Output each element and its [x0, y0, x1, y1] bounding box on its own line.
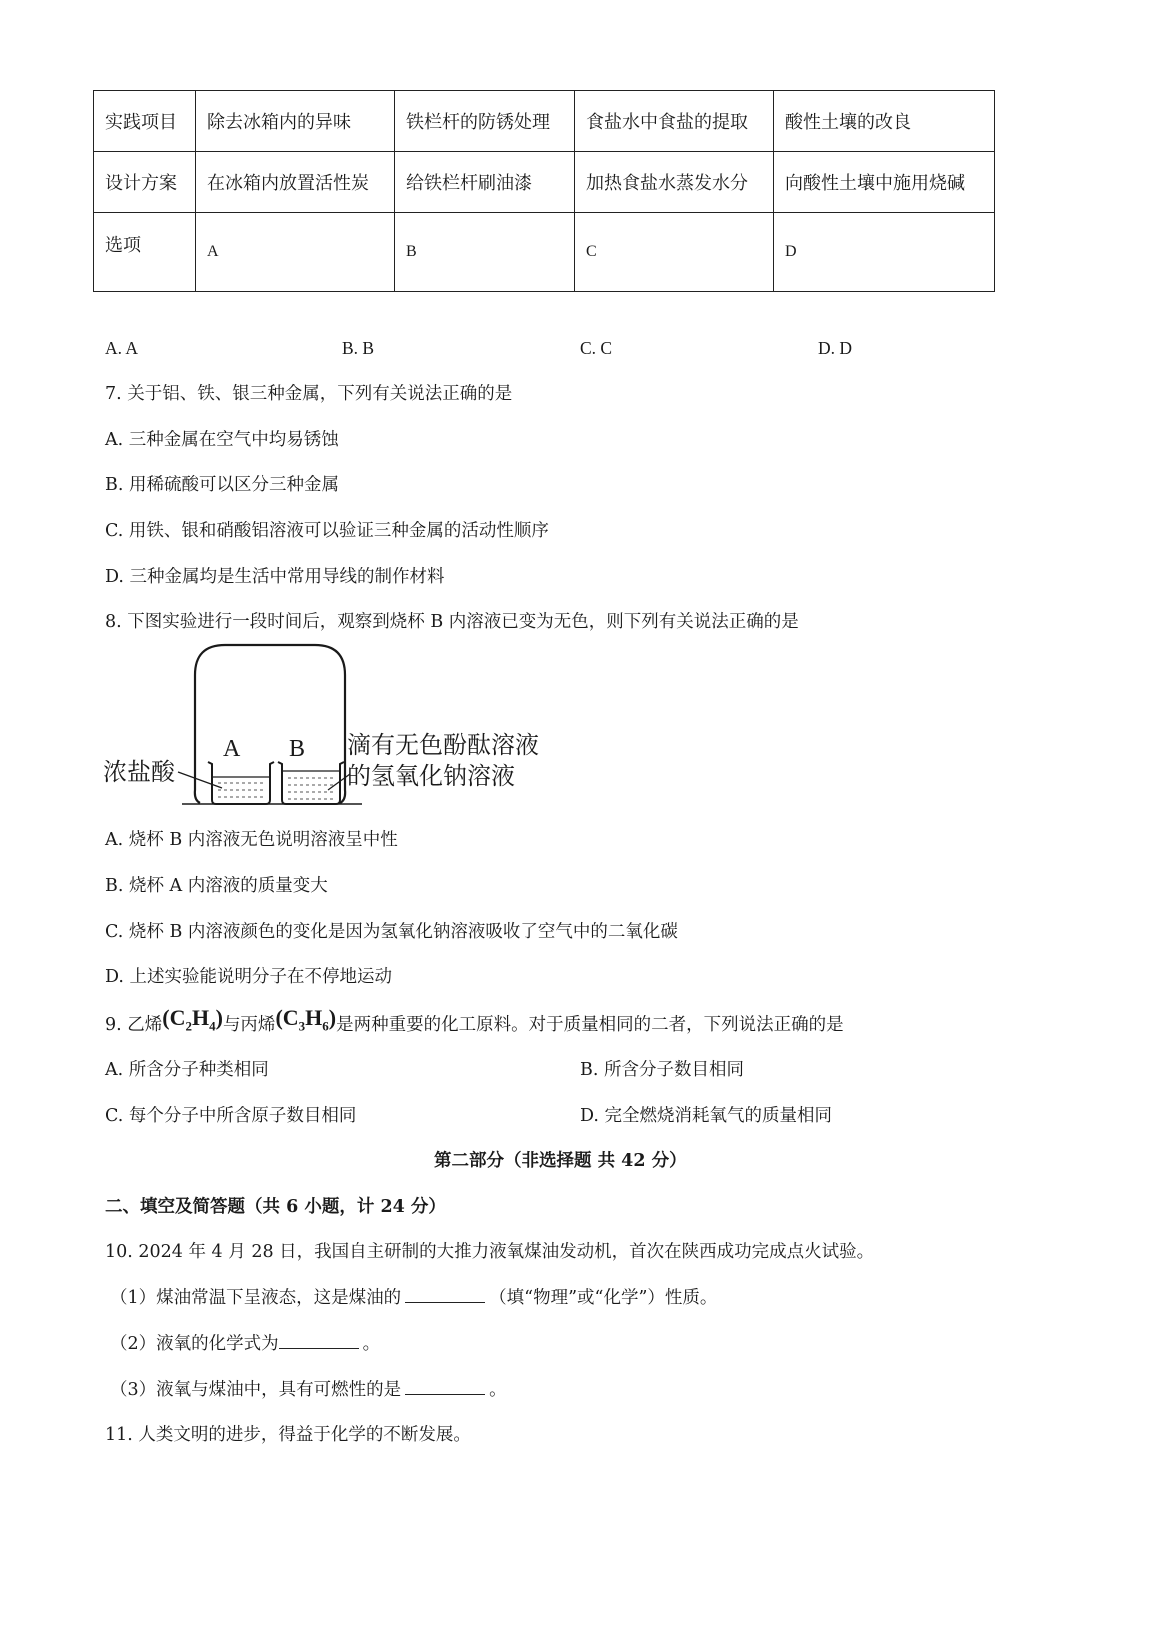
table-row [94, 91, 995, 152]
q11-stem: 11. 人类文明的进步，得益于化学的不断发展。 [105, 1425, 471, 1445]
table-cell: A [196, 213, 395, 292]
q7-option-c: C. 用铁、银和硝酸铝溶液可以验证三种金属的活动性顺序 [105, 521, 549, 541]
q10-sub3: （3）液氧与煤油中，具有可燃性的是 。 [110, 1376, 507, 1401]
q7-option-b: B. 用稀硫酸可以区分三种金属 [105, 475, 339, 495]
section2-title: 二、填空及简答题（共 6 小题，计 24 分） [105, 1197, 446, 1217]
table-cell: 向酸性土壤中施用烧碱 [774, 152, 995, 213]
q7-stem: 7. 关于铝、铁、银三种金属，下列有关说法正确的是 [105, 384, 513, 404]
q9-option-c: C. 每个分子中所含原子数目相同 [105, 1106, 357, 1126]
naoh-label-line2: 的氢氧化钠溶液 [347, 762, 515, 790]
table-cell: 酸性土壤的改良 [774, 91, 995, 152]
q8-option-b: B. 烧杯 A 内溶液的质量变大 [105, 876, 328, 896]
q8-stem: 8. 下图实验进行一段时间后，观察到烧杯 B 内溶液已变为无色，则下列有关说法正确的是 [105, 612, 799, 632]
q8-option-c: C. 烧杯 B 内溶液颜色的变化是因为氢氧化钠溶液吸收了空气中的二氧化碳 [105, 922, 678, 942]
experiment-figure [100, 640, 600, 815]
q7-option-d: D. 三种金属均是生活中常用导线的制作材料 [105, 567, 445, 587]
q6-option-c: C. C [580, 338, 613, 358]
beaker-b [278, 762, 344, 804]
ethylene-formula: $(C_2H_4)$ [162, 1005, 223, 1034]
table-cell: D [774, 213, 995, 292]
q9-option-a: A. 所含分子种类相同 [105, 1060, 269, 1080]
table-cell: 食盐水中食盐的提取 [575, 91, 774, 152]
row-label: 实践项目 [94, 91, 196, 152]
q8-option-d: D. 上述实验能说明分子在不停地运动 [105, 967, 393, 987]
table-cell: 铁栏杆的防锈处理 [395, 91, 575, 152]
answer-blank[interactable] [279, 1331, 359, 1349]
propylene-formula: $(C_3H_6)$ [275, 1005, 337, 1034]
beaker-a-label: A [223, 736, 241, 762]
q8-option-a: A. 烧杯 B 内溶液无色说明溶液呈中性 [105, 830, 398, 850]
answer-blank[interactable] [405, 1377, 485, 1395]
row-label: 设计方案 [94, 152, 196, 213]
q7-option-a: A. 三种金属在空气中均易锈蚀 [105, 430, 339, 450]
q9-option-b: B. 所含分子数目相同 [580, 1060, 744, 1080]
hcl-label: 浓盐酸 [103, 758, 175, 786]
table-cell: 在冰箱内放置活性炭 [196, 152, 395, 213]
q6-option-b: B. B [342, 338, 375, 358]
part2-title: 第二部分（非选择题 共 42 分） [434, 1151, 687, 1171]
q9-stem [105, 1005, 844, 1039]
q10-sub2: （2）液氧的化学式为 。 [110, 1330, 380, 1355]
q10-sub1: （1）煤油常温下呈液态，这是煤油的 （填“物理”或“化学”）性质。 [110, 1284, 717, 1309]
table-cell: 给铁栏杆刷油漆 [395, 152, 575, 213]
comparison-table [93, 90, 995, 292]
table-row [94, 213, 995, 292]
q10-stem: 10. 2024 年 4 月 28 日，我国自主研制的大推力液氧煤油发动机，首次在陕西成功完成点火试验。 [105, 1242, 875, 1262]
table-cell: C [575, 213, 774, 292]
table-row [94, 152, 995, 213]
table-cell: B [395, 213, 575, 292]
q6-option-a: A. A [105, 338, 139, 358]
answer-blank[interactable] [405, 1285, 485, 1303]
row-label: 选项 [94, 213, 196, 292]
pointer-line-left [178, 772, 222, 788]
beaker-a [208, 762, 274, 804]
q9-suffix: 是两种重要的化工原料。对于质量相同的二者，下列说法正确的是 [336, 1015, 844, 1035]
table-cell: 加热食盐水蒸发水分 [575, 152, 774, 213]
table-cell: 除去冰箱内的异味 [196, 91, 395, 152]
q9-prefix: 9. 乙烯 [105, 1015, 163, 1035]
q6-option-d: D. D [818, 338, 853, 358]
beaker-b-label: B [289, 736, 306, 762]
q9-middle: 与丙烯 [222, 1015, 276, 1035]
naoh-label-line1: 滴有无色酚酞溶液 [347, 731, 539, 759]
q9-option-d: D. 完全燃烧消耗氧气的质量相同 [580, 1106, 833, 1126]
